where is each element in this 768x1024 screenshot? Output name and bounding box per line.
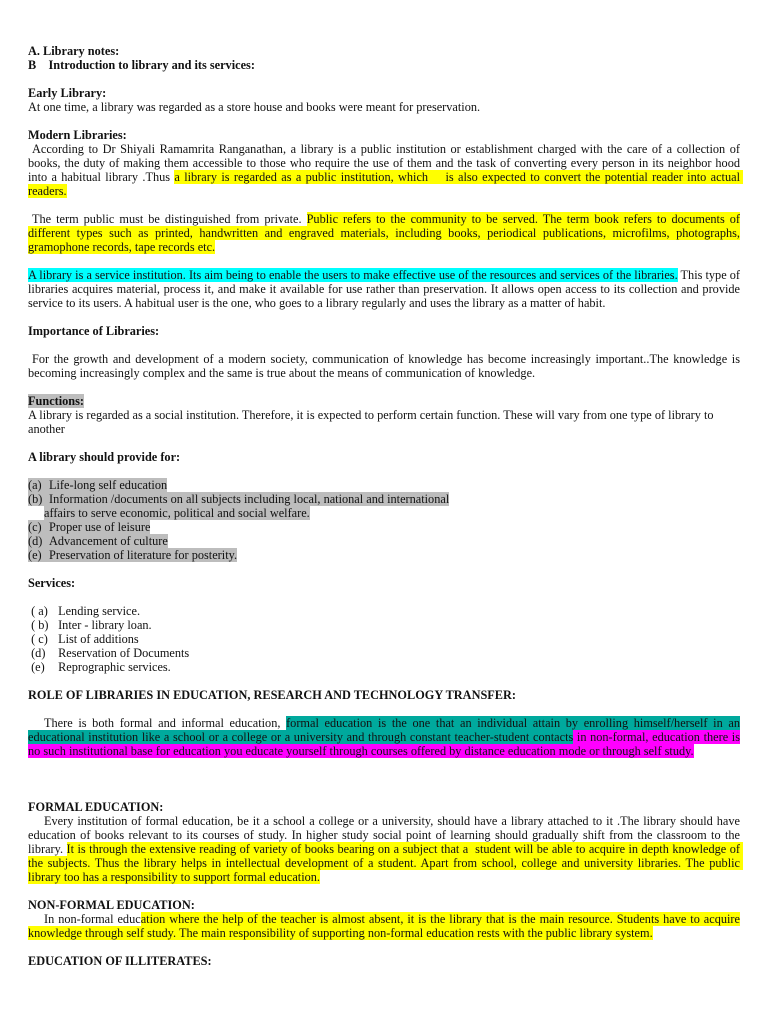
section-title: Early Library:	[28, 86, 107, 100]
list-item: (c) Proper use of leisure	[28, 520, 151, 534]
text-run: There is both formal and informal education,	[44, 716, 287, 730]
list-item: (b) Information /documents on all subjects including local, national and international	[28, 492, 450, 506]
highlight-teal: formal education is the one that an individual attain by enrolling himself/herself in an educational institution like a school or a college or a university and through constant teacher-student contacts	[28, 716, 740, 744]
functions-section	[28, 394, 740, 436]
paragraph	[28, 142, 744, 198]
section-title: ROLE OF LIBRARIES IN EDUCATION, RESEARCH AND TECHNOLOGY TRANSFER:	[28, 688, 516, 702]
paragraph	[28, 912, 740, 940]
list-item: (e) Preservation of literature for posterity.	[28, 548, 238, 562]
paragraph	[28, 212, 740, 254]
highlight-yellow: ation where the help of the teacher is almost absent, it is the library that is the main resource. Students have to acquire knowledge through self study. The main responsibility of supporting non-formal education rests with the public library system.	[28, 912, 740, 940]
early-library-section	[28, 86, 740, 114]
section-title: Functions:	[28, 394, 85, 408]
text-run: The term public must be distinguished from private.	[32, 212, 307, 226]
paragraph	[28, 716, 740, 758]
list-item: ( c) List of additions	[31, 632, 139, 646]
section-title: Modern Libraries:	[28, 128, 127, 142]
text-run: This type of libraries acquires material, process it, and make it available for use rather than preservation. It allows open access to its collection and provide service to its users. A habitual user is the one, who goes to a library regularly and uses the library as a matter of habit.	[28, 268, 741, 310]
list-item: ( a) Lending service.	[31, 604, 141, 618]
highlight-cyan: A library is a service institution. Its aim being to enable the users to make effective use of the resources and services of the libraries.	[28, 268, 678, 282]
provide-list	[28, 478, 740, 562]
section-title: FORMAL EDUCATION:	[28, 800, 164, 814]
text-run: For the growth and development of a modern society, communication of knowledge has become increasingly important..The knowledge is becoming increasingly complex and the same is true about the means of communication of knowledge.	[28, 352, 740, 380]
doc-heading	[28, 44, 740, 72]
paragraph	[28, 352, 740, 380]
section-title: NON-FORMAL EDUCATION:	[28, 898, 195, 912]
list-item: (d) Reservation of Documents	[31, 646, 190, 660]
highlight-yellow: It is through the extensive reading of variety of books bearing on a subject that a student will be able to acquire in depth knowledge of the subjects. Thus the library helps in intellectual development of a student. Apart from school, college and university libraries. The public library too has a responsibility to support formal education.	[28, 842, 744, 884]
highlight-yellow: Public refers to the community to be served. The term book refers to documents of different types such as printed, handwritten and engraved materials, including books, periodical publications, microfilms, photographs, gramophone records, tape records etc.	[28, 212, 740, 254]
list-item: (a) Life-long self education	[28, 478, 168, 492]
heading-b: B Introduction to library and its services:	[28, 58, 255, 72]
text-run: Every institution of formal education, be it a school a college or a university, should have a library attached to it .The library should have education of books relevant to its courses of study. In higher study social point of learning should gradually shift from the classroom to the library.	[28, 814, 740, 856]
section-title: Importance of Libraries:	[28, 324, 160, 338]
paragraph	[28, 814, 744, 884]
section-title: Services:	[28, 576, 76, 590]
section-title: A library should provide for:	[28, 450, 181, 464]
paragraph: At one time, a library was regarded as a store house and books were meant for preservation.	[28, 100, 481, 114]
list-item: ( b) Inter - library loan.	[31, 618, 152, 632]
heading-a: A. Library notes:	[28, 44, 120, 58]
paragraph: A library is regarded as a social institution. Therefore, it is expected to perform certain function. These will vary from one type of library to another	[28, 408, 714, 436]
list-item-continuation: affairs to serve economic, political and social welfare.	[44, 506, 310, 520]
text-run: According to Dr Shiyali Ramamrita Ranganathan, a library is a public institution or establishment charged with the care of a collection of books, the duty of making them accessible to those who require the use of them and the task of converting every person in its neighbor hood into a habitual library .Thus	[28, 142, 740, 184]
highlight-magenta: in non-formal, education there is no such institutional base for education you educate yourself through courses offered by distance education mode or through self study.	[28, 730, 740, 758]
section-title: EDUCATION OF ILLITERATES:	[28, 954, 212, 968]
text-run: In non-formal educ	[44, 912, 141, 926]
list-item: (e) Reprographic services.	[31, 660, 171, 674]
highlight-yellow: a library is regarded as a public institution, which is also expected to convert the potential reader into actual readers.	[28, 170, 744, 198]
services-list	[28, 604, 740, 674]
list-item: (d) Advancement of culture	[28, 534, 168, 548]
paragraph	[28, 268, 740, 310]
